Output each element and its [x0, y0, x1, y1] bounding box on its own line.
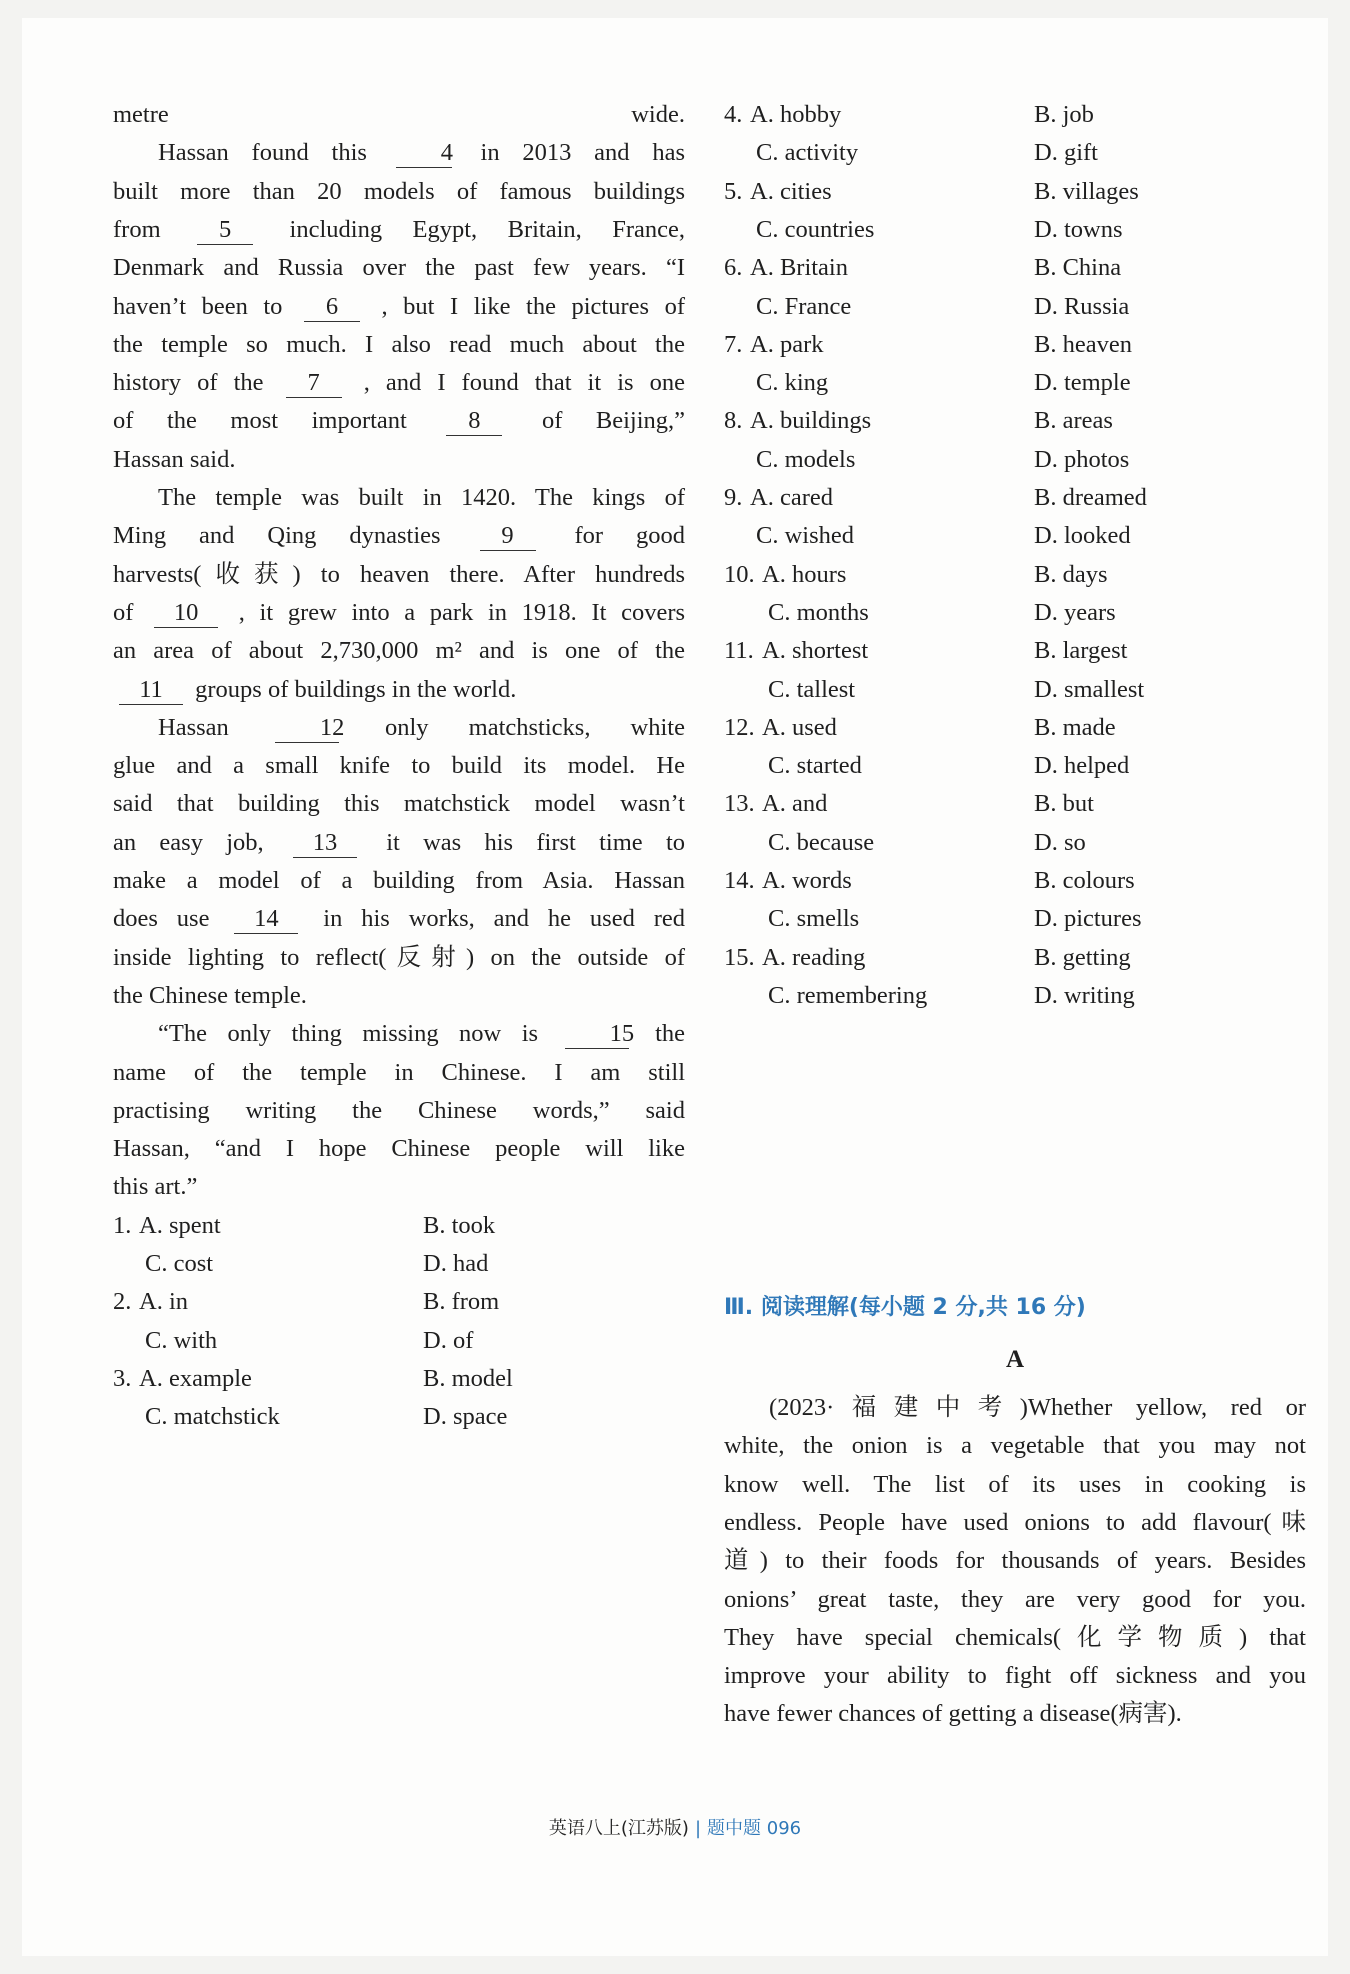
option-d: D. gift: [1034, 139, 1098, 167]
option-d: D. photos: [1034, 445, 1130, 473]
option-c: C. models: [756, 445, 856, 473]
line-text: white, the onion is a vegetable that you may not: [724, 1432, 1306, 1460]
option-a: A. shortest: [762, 637, 869, 665]
option-d: D. space: [423, 1403, 508, 1431]
option-d: D. Russia: [1034, 292, 1130, 320]
blank-number: 4: [396, 139, 452, 168]
line-text: in 2013 and has: [480, 139, 685, 167]
line-text: of: [113, 598, 134, 626]
question-number: 5.: [724, 177, 743, 205]
line-text: inside lighting to reflect(反射) on the outside of: [113, 943, 685, 971]
option-a: A. hours: [762, 560, 847, 588]
line-text: it was his first time to: [386, 828, 685, 856]
footer-series: 题中题: [707, 1818, 762, 1839]
option-b: B. from: [423, 1288, 500, 1316]
question-number: 15.: [724, 943, 755, 971]
option-a: A. buildings: [750, 407, 872, 435]
option-d: D. temple: [1034, 369, 1131, 397]
option-b: B. colours: [1034, 867, 1135, 894]
option-b: B. but: [1034, 790, 1094, 818]
passage-line: [724, 1690, 1306, 1738]
page-footer: 英语八上(江苏版) | 题中题 096: [548, 1818, 802, 1839]
line-text: of the most important: [113, 407, 407, 435]
option-a: A. example: [139, 1364, 252, 1392]
line-text: in his works, and he used red: [323, 905, 686, 933]
blank-number: 9: [480, 522, 536, 551]
option-d: D. had: [423, 1250, 489, 1277]
blank-number: 14: [234, 905, 298, 934]
question-number: 12.: [724, 713, 755, 741]
line-text: Denmark and Russia over the past few years. “I: [113, 254, 685, 282]
line-text: harvests(收获) to heaven there. After hundreds: [113, 560, 685, 588]
option-c: C. smells: [768, 905, 860, 933]
option-c: C. started: [768, 752, 862, 780]
option-a: A. used: [762, 713, 837, 741]
line-text: metre wide.: [113, 101, 685, 128]
option-a: A. and: [762, 790, 828, 818]
line-text: of Beijing,”: [541, 407, 686, 435]
line-text: (2023·福建中考)Whether yellow, red or: [769, 1394, 1306, 1421]
option-d: D. writing: [1034, 981, 1135, 1009]
line-text: groups of buildings in the world.: [195, 675, 517, 703]
option-c: C. cost: [145, 1250, 214, 1277]
line-text: Hassan: [158, 713, 229, 741]
passage-letter: A: [1005, 1346, 1025, 1373]
option-d: D. towns: [1034, 215, 1123, 243]
question-number: 7.: [724, 330, 743, 358]
line-text: , it grew into a park in 1918. It covers: [238, 598, 686, 626]
option-d: D. helped: [1034, 752, 1130, 780]
option-a: A. spent: [139, 1211, 221, 1239]
line-text: endless. People have used onions to add flavour(味: [724, 1508, 1306, 1536]
line-text: improve your ability to fight off sickness and you: [724, 1662, 1306, 1690]
section-title: Ⅲ. 阅读理解(每小题 2 分,共 16 分): [724, 1295, 1086, 1320]
blank-number: 13: [293, 829, 357, 858]
option-a: A. hobby: [750, 101, 842, 128]
line-text: 道) to their foods for thousands of years. Besides: [724, 1547, 1306, 1575]
footer-page-number: 096: [766, 1818, 802, 1839]
option-c: C. tallest: [768, 675, 856, 703]
option-a: A. cared: [750, 484, 833, 511]
blank-number: 11: [119, 676, 183, 705]
question-number: 2.: [113, 1288, 132, 1316]
option-d: D. so: [1034, 828, 1086, 856]
line-text: Ming and Qing dynasties: [113, 522, 441, 550]
line-text: Hassan found this: [158, 139, 367, 167]
line-text: an easy job,: [113, 828, 264, 856]
blank-number: 5: [197, 216, 253, 245]
line-text: built more than 20 models of famous buildings: [113, 177, 685, 205]
option-b: B. days: [1034, 560, 1108, 588]
footer-book-title: 英语八上(江苏版): [548, 1818, 689, 1839]
blank-number: 12: [275, 714, 339, 743]
line-text: name of the temple in Chinese. I am still: [113, 1058, 685, 1086]
option-a: A. in: [139, 1288, 188, 1316]
option-c: C. wished: [756, 522, 854, 550]
option-c: C. months: [768, 598, 869, 626]
option-c: C. remembering: [768, 981, 928, 1009]
line-text: this art.”: [113, 1173, 198, 1201]
option-b: B. largest: [1034, 637, 1128, 665]
option-b: B. dreamed: [1034, 484, 1147, 511]
option-a: A. park: [750, 330, 824, 358]
line-text: said that building this matchstick model wasn’t: [113, 790, 685, 818]
question-number: 4.: [724, 101, 743, 128]
option-b: B. getting: [1034, 943, 1131, 971]
line-text: , but I like the pictures of: [381, 292, 686, 320]
option-c: C. with: [145, 1326, 218, 1354]
line-text: the Chinese temple.: [113, 981, 307, 1009]
question-number: 8.: [724, 407, 743, 435]
question-number: 9.: [724, 484, 743, 511]
option-c: C. France: [756, 292, 852, 320]
blank-number: 6: [304, 293, 360, 322]
question-number: 10.: [724, 560, 755, 588]
blank-number: 10: [154, 599, 218, 628]
line-text: onions’ great taste, they are very good for you.: [724, 1585, 1306, 1613]
line-text: glue and a small knife to build its model. He: [113, 752, 685, 780]
line-text: the temple so much. I also read much about the: [113, 330, 685, 358]
option-d: D. years: [1034, 598, 1116, 626]
line-text: does use: [113, 905, 210, 933]
line-text: , and I found that it is one: [363, 369, 686, 397]
option-b: B. heaven: [1034, 330, 1132, 358]
option-b: B. took: [423, 1211, 496, 1239]
option-c: C. because: [768, 828, 875, 856]
line-text: Hassan, “and I hope Chinese people will like: [113, 1135, 685, 1163]
line-text: “The only thing missing now is: [158, 1020, 539, 1048]
document-page: [22, 18, 1328, 1956]
option-c: C. matchstick: [145, 1403, 280, 1431]
line-text: from: [113, 215, 161, 243]
option-b: B. model: [423, 1364, 513, 1392]
option-a: A. Britain: [750, 254, 848, 282]
line-text: They have special chemicals(化学物质) that: [724, 1623, 1306, 1651]
option-d: D. pictures: [1034, 905, 1142, 933]
line-text: Hassan said.: [113, 445, 236, 473]
line-text: an area of about 2,730,000 m² and is one of the: [113, 637, 685, 665]
blank-number: 7: [286, 369, 342, 398]
option-b: B. villages: [1034, 177, 1139, 205]
question-number: 14.: [724, 867, 755, 894]
option-d: D. of: [423, 1326, 474, 1354]
line-text: haven’t been to: [113, 292, 283, 320]
option-c: C. activity: [756, 139, 859, 167]
option-a: A. reading: [762, 943, 866, 971]
question-number: 13.: [724, 790, 755, 818]
line-text: The temple was built in 1420. The kings of: [158, 484, 685, 511]
option-b: B. China: [1034, 254, 1122, 282]
line-text: history of the: [113, 369, 264, 397]
line-text: have fewer chances of getting a disease(病害).: [724, 1700, 1182, 1728]
line-text: practising writing the Chinese words,” said: [113, 1096, 685, 1124]
line-text: the: [655, 1020, 685, 1048]
option-b: B. made: [1034, 713, 1116, 741]
option-a: A. cities: [750, 177, 832, 205]
line-text: only matchsticks, white: [384, 713, 685, 741]
option-d: D. smallest: [1034, 675, 1145, 703]
option-c: C. king: [756, 369, 829, 397]
line-text: including Egypt, Britain, France,: [289, 215, 686, 243]
option-d: D. looked: [1034, 522, 1131, 550]
blank-number: 8: [446, 407, 502, 436]
line-text: know well. The list of its uses in cooking is: [724, 1470, 1306, 1498]
line-text: make a model of a building from Asia. Hassan: [113, 867, 685, 894]
question-number: 3.: [113, 1364, 132, 1392]
option-a: A. words: [762, 867, 852, 894]
blank-number: 15: [565, 1020, 629, 1049]
option-c: C. countries: [756, 215, 875, 243]
question-number: 1.: [113, 1211, 132, 1239]
line-text: for good: [574, 522, 685, 550]
question-number: 6.: [724, 254, 743, 282]
question-number: 11.: [724, 637, 754, 665]
option-b: B. areas: [1034, 407, 1113, 435]
option-b: B. job: [1034, 101, 1094, 128]
